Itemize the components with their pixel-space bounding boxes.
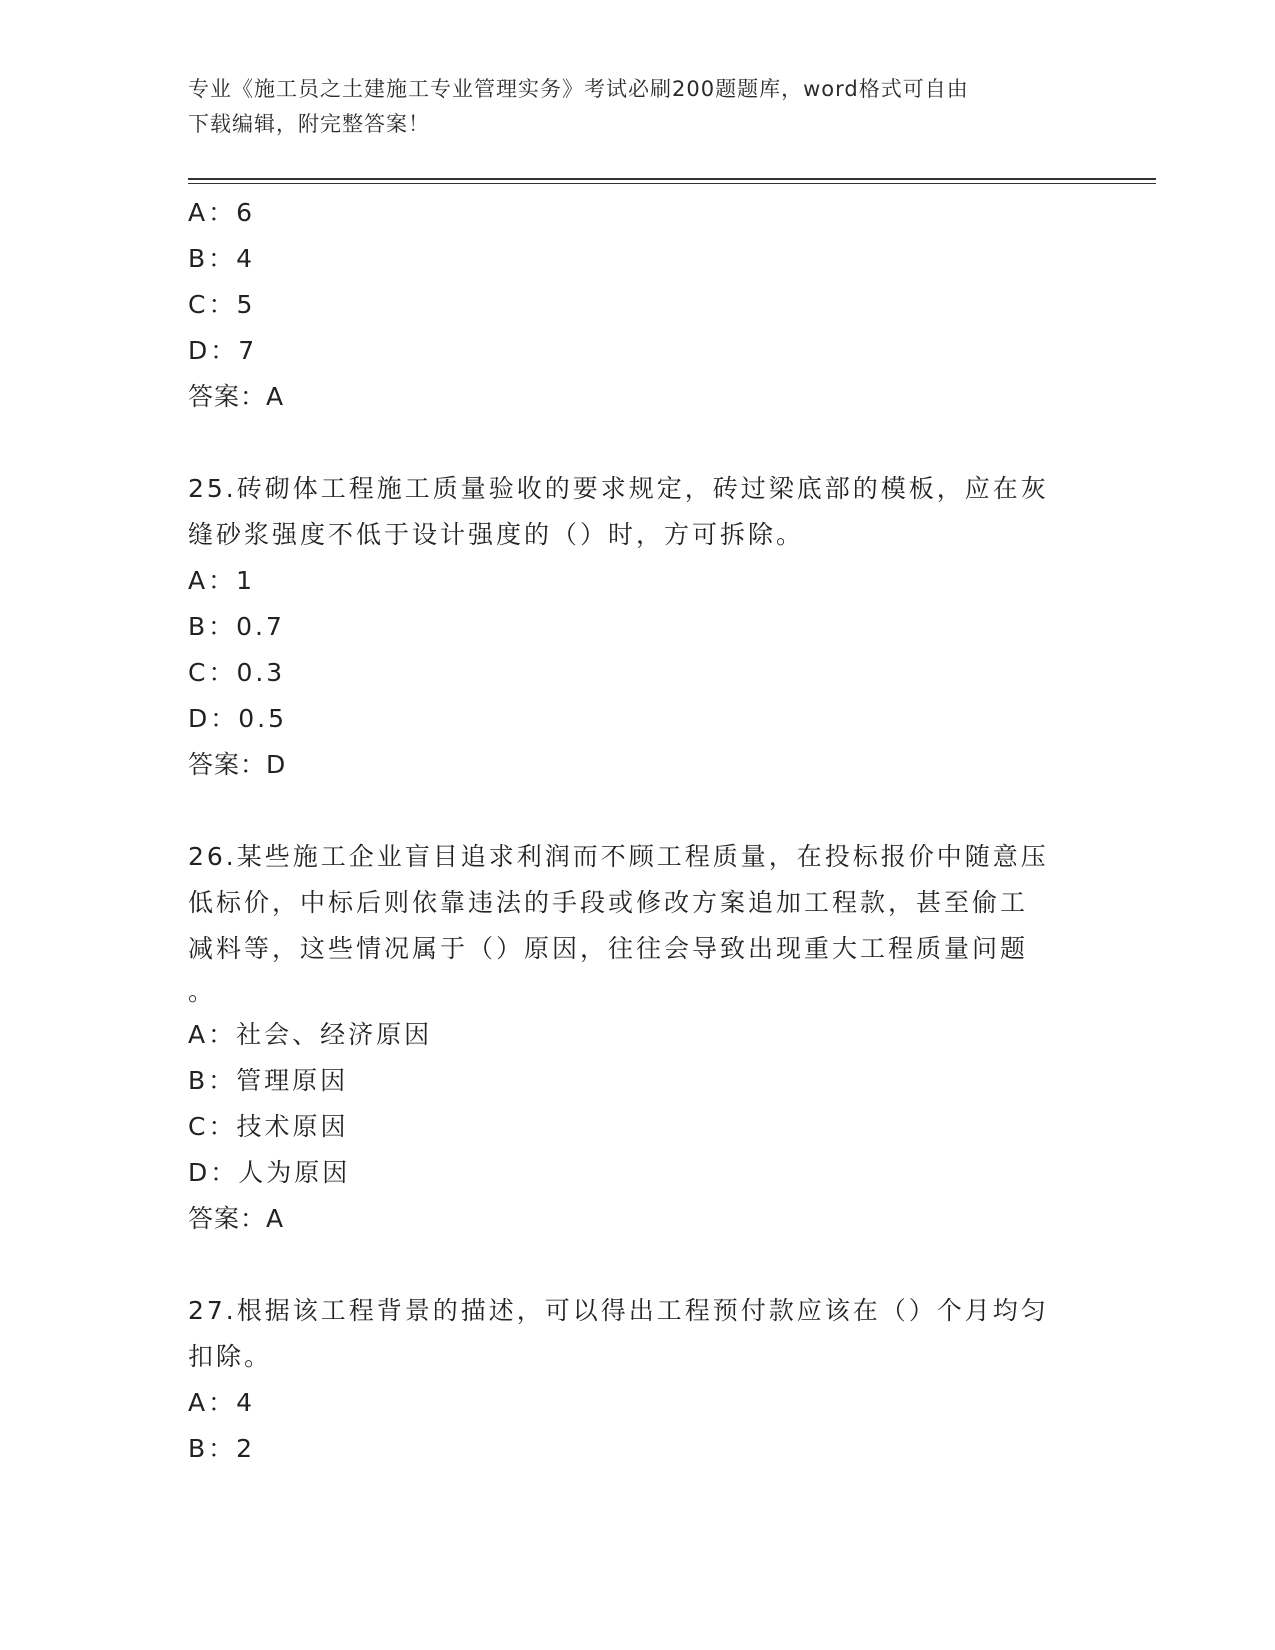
question-block-26 xyxy=(188,834,1088,1242)
option-d: D：7 xyxy=(188,336,258,365)
option-c: C：0.3 xyxy=(188,658,286,687)
option-d: D：0.5 xyxy=(188,704,288,733)
stem-line: 扣除。 xyxy=(188,1342,273,1371)
header-line-2: 下载编辑，附完整答案！ xyxy=(188,112,430,136)
stem-line: 26.某些施工企业盲目追求利润而不顾工程质量，在投标报价中随意压 xyxy=(188,842,1049,871)
option-b: B：0.7 xyxy=(188,612,285,641)
question-stem xyxy=(188,466,1088,558)
option-b: B：4 xyxy=(188,244,256,273)
answer-line: 答案：A xyxy=(188,1204,285,1233)
header-line-1: 专业《施工员之土建施工专业管理实务》考试必刷200题题库，word格式可自由 xyxy=(188,77,969,101)
stem-line: 减料等，这些情况属于（）原因，往往会导致出现重大工程质量问题 xyxy=(188,934,1029,963)
question-block-24 xyxy=(188,190,1088,420)
stem-line: 缝砂浆强度不低于设计强度的（）时，方可拆除。 xyxy=(188,520,805,549)
question-stem xyxy=(188,1288,1088,1380)
option-b: B：2 xyxy=(188,1434,256,1463)
question-block-27 xyxy=(188,1288,1088,1472)
question-stem xyxy=(188,834,1088,1012)
option-a: A：4 xyxy=(188,1388,256,1417)
option-c: C：5 xyxy=(188,290,256,319)
question-block-25 xyxy=(188,466,1088,788)
question-list xyxy=(188,190,1088,1472)
option-c: C：技术原因 xyxy=(188,1112,349,1141)
stem-line: 25.砖砌体工程施工质量验收的要求规定，砖过梁底部的模板，应在灰 xyxy=(188,474,1049,503)
option-a: A：6 xyxy=(188,198,256,227)
option-a: A：1 xyxy=(188,566,256,595)
answer-line: 答案：A xyxy=(188,382,285,411)
option-d: D：人为原因 xyxy=(188,1158,351,1187)
stem-line: 27.根据该工程背景的描述，可以得出工程预付款应该在（）个月均匀 xyxy=(188,1296,1049,1325)
stem-line: 。 xyxy=(188,977,217,1006)
option-b: B：管理原因 xyxy=(188,1066,349,1095)
header-divider xyxy=(188,178,1156,184)
document-header xyxy=(188,72,1088,142)
answer-line: 答案：D xyxy=(188,750,287,779)
stem-line: 低标价，中标后则依靠违法的手段或修改方案追加工程款，甚至偷工 xyxy=(188,888,1029,917)
option-a: A：社会、经济原因 xyxy=(188,1020,433,1049)
